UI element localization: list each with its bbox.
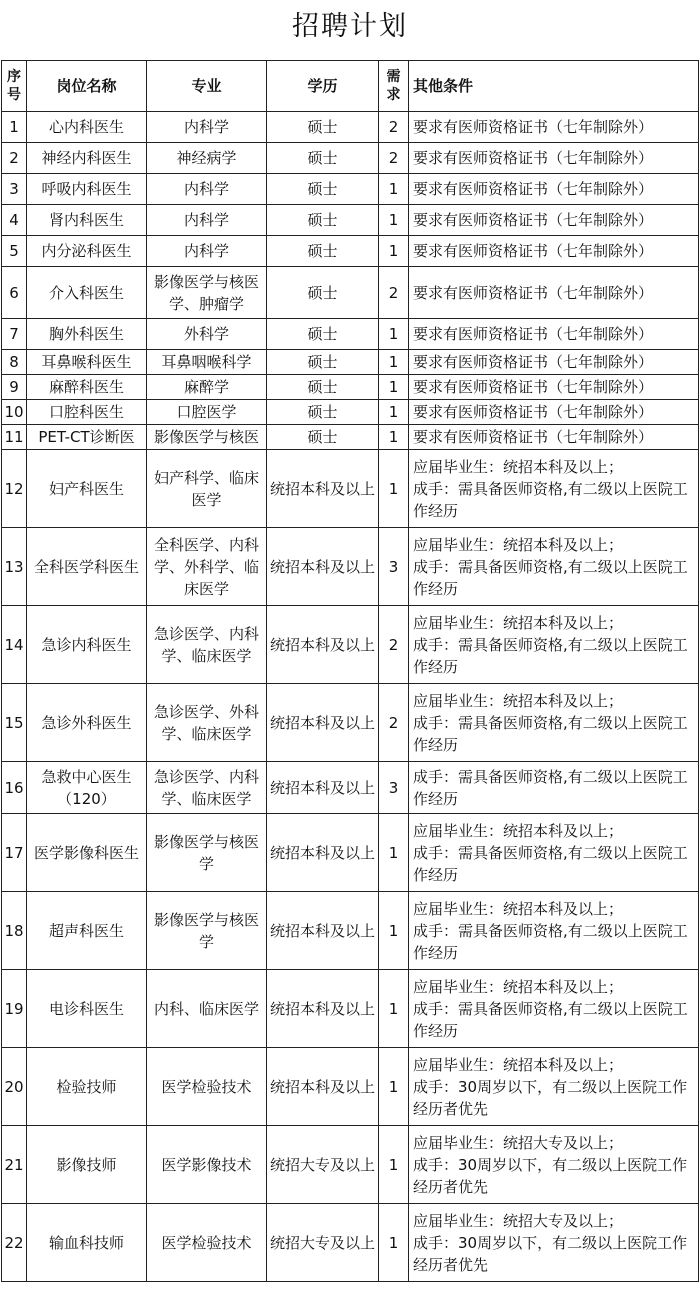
- cell-seq: 11: [2, 425, 27, 450]
- cell-education: 硕士: [267, 267, 379, 319]
- cell-seq: 8: [2, 350, 27, 375]
- cell-count: 1: [379, 174, 409, 205]
- cell-education: 统招本科及以上: [267, 1048, 379, 1126]
- cell-education: 硕士: [267, 400, 379, 425]
- cell-major: 影像医学与核医学: [147, 892, 267, 970]
- cell-education: 统招本科及以上: [267, 892, 379, 970]
- cell-major: 内科学: [147, 112, 267, 143]
- cell-count: 1: [379, 236, 409, 267]
- cell-count: 1: [379, 375, 409, 400]
- cell-other: 应届毕业生：统招本科及以上； 成手：需具备医师资格,有二级以上医院工作经历: [409, 606, 699, 684]
- cell-position: 电诊科医生: [27, 970, 147, 1048]
- cell-seq: 14: [2, 606, 27, 684]
- cell-other: 要求有医师资格证书（七年制除外）: [409, 112, 699, 143]
- cell-major: 急诊医学、内科学、临床医学: [147, 606, 267, 684]
- cell-major: 医学检验技术: [147, 1048, 267, 1126]
- table-header-row: [2, 61, 699, 112]
- cell-seq: 9: [2, 375, 27, 400]
- cell-education: 硕士: [267, 350, 379, 375]
- cell-count: 1: [379, 400, 409, 425]
- cell-major: 外科学: [147, 319, 267, 350]
- cell-seq: 18: [2, 892, 27, 970]
- cell-position: 全科医学科医生: [27, 528, 147, 606]
- cell-major: 急诊医学、外科学、临床医学: [147, 684, 267, 762]
- cell-other: 要求有医师资格证书（七年制除外）: [409, 319, 699, 350]
- cell-seq: 1: [2, 112, 27, 143]
- cell-major: 内科学: [147, 174, 267, 205]
- table-row: [2, 205, 699, 236]
- cell-education: 统招本科及以上: [267, 762, 379, 814]
- cell-seq: 5: [2, 236, 27, 267]
- cell-other: 要求有医师资格证书（七年制除外）: [409, 350, 699, 375]
- cell-major: 影像医学与核医学: [147, 814, 267, 892]
- recruitment-table: [1, 60, 699, 1282]
- cell-position: 口腔科医生: [27, 400, 147, 425]
- cell-count: 1: [379, 1126, 409, 1204]
- cell-other: 应届毕业生：统招大专及以上； 成手：30周岁以下，有二级以上医院工作经历者优先: [409, 1204, 699, 1282]
- cell-education: 硕士: [267, 425, 379, 450]
- cell-education: 统招本科及以上: [267, 606, 379, 684]
- table-row: [2, 606, 699, 684]
- cell-education: 硕士: [267, 375, 379, 400]
- cell-count: 1: [379, 350, 409, 375]
- cell-other: 要求有医师资格证书（七年制除外）: [409, 143, 699, 174]
- cell-position: 检验技师: [27, 1048, 147, 1126]
- cell-major: 口腔医学: [147, 400, 267, 425]
- cell-position: 超声科医生: [27, 892, 147, 970]
- cell-education: 硕士: [267, 236, 379, 267]
- cell-position: PET-CT诊断医: [27, 425, 147, 450]
- cell-major: 神经病学: [147, 143, 267, 174]
- table-row: [2, 814, 699, 892]
- cell-count: 1: [379, 319, 409, 350]
- cell-other: 应届毕业生：统招本科及以上； 成手：需具备医师资格,有二级以上医院工作经历: [409, 528, 699, 606]
- cell-major: 麻醉学: [147, 375, 267, 400]
- cell-seq: 6: [2, 267, 27, 319]
- cell-other: 应届毕业生：统招本科及以上； 成手：需具备医师资格,有二级以上医院工作经历: [409, 814, 699, 892]
- table-row: [2, 267, 699, 319]
- cell-major: 内科、临床医学: [147, 970, 267, 1048]
- cell-other: 要求有医师资格证书（七年制除外）: [409, 205, 699, 236]
- cell-position: 急诊外科医生: [27, 684, 147, 762]
- cell-major: 医学影像技术: [147, 1126, 267, 1204]
- cell-seq: 21: [2, 1126, 27, 1204]
- table-row: [2, 1048, 699, 1126]
- cell-other: 应届毕业生：统招本科及以上； 成手：需具备医师资格,有二级以上医院工作经历: [409, 450, 699, 528]
- table-row: [2, 143, 699, 174]
- cell-count: 2: [379, 143, 409, 174]
- header-other: 其他条件: [409, 61, 699, 112]
- cell-seq: 13: [2, 528, 27, 606]
- cell-count: 1: [379, 425, 409, 450]
- cell-seq: 12: [2, 450, 27, 528]
- cell-other: 要求有医师资格证书（七年制除外）: [409, 375, 699, 400]
- cell-education: 统招本科及以上: [267, 450, 379, 528]
- cell-major: 急诊医学、内科学、临床医学: [147, 762, 267, 814]
- cell-count: 1: [379, 814, 409, 892]
- header-seq: 序号: [2, 61, 27, 112]
- cell-count: 2: [379, 267, 409, 319]
- cell-count: 2: [379, 684, 409, 762]
- cell-major: 影像医学与核医学、肿瘤学: [147, 267, 267, 319]
- cell-education: 硕士: [267, 112, 379, 143]
- header-count: 需求: [379, 61, 409, 112]
- cell-position: 急诊内科医生: [27, 606, 147, 684]
- cell-education: 硕士: [267, 319, 379, 350]
- cell-position: 影像技师: [27, 1126, 147, 1204]
- cell-other: 应届毕业生：统招大专及以上； 成手：30周岁以下，有二级以上医院工作经历者优先: [409, 1126, 699, 1204]
- table-row: [2, 425, 699, 450]
- cell-count: 2: [379, 112, 409, 143]
- cell-major: 内科学: [147, 236, 267, 267]
- header-education: 学历: [267, 61, 379, 112]
- cell-other: 要求有医师资格证书（七年制除外）: [409, 267, 699, 319]
- cell-seq: 2: [2, 143, 27, 174]
- table-row: [2, 450, 699, 528]
- cell-major: 医学检验技术: [147, 1204, 267, 1282]
- cell-education: 硕士: [267, 205, 379, 236]
- cell-other: 要求有医师资格证书（七年制除外）: [409, 400, 699, 425]
- cell-other: 应届毕业生：统招本科及以上； 成手：需具备医师资格,有二级以上医院工作经历: [409, 970, 699, 1048]
- cell-position: 急救中心医生（120）: [27, 762, 147, 814]
- cell-position: 医学影像科医生: [27, 814, 147, 892]
- table-row: [2, 970, 699, 1048]
- cell-seq: 22: [2, 1204, 27, 1282]
- table-row: [2, 400, 699, 425]
- cell-count: 2: [379, 606, 409, 684]
- cell-count: 1: [379, 450, 409, 528]
- cell-seq: 17: [2, 814, 27, 892]
- cell-position: 麻醉科医生: [27, 375, 147, 400]
- cell-education: 硕士: [267, 174, 379, 205]
- cell-count: 1: [379, 1048, 409, 1126]
- cell-position: 耳鼻喉科医生: [27, 350, 147, 375]
- cell-education: 统招本科及以上: [267, 528, 379, 606]
- cell-major: 内科学: [147, 205, 267, 236]
- cell-education: 统招本科及以上: [267, 970, 379, 1048]
- cell-major: 影像医学与核医: [147, 425, 267, 450]
- cell-education: 统招本科及以上: [267, 684, 379, 762]
- table-row: [2, 319, 699, 350]
- cell-position: 妇产科医生: [27, 450, 147, 528]
- table-row: [2, 112, 699, 143]
- header-major: 专业: [147, 61, 267, 112]
- cell-position: 神经内科医生: [27, 143, 147, 174]
- cell-other: 要求有医师资格证书（七年制除外）: [409, 174, 699, 205]
- table-row: [2, 236, 699, 267]
- cell-seq: 7: [2, 319, 27, 350]
- cell-position: 呼吸内科医生: [27, 174, 147, 205]
- table-row: [2, 684, 699, 762]
- cell-position: 输血科技师: [27, 1204, 147, 1282]
- table-row: [2, 1204, 699, 1282]
- cell-count: 1: [379, 892, 409, 970]
- cell-count: 1: [379, 970, 409, 1048]
- cell-count: 3: [379, 762, 409, 814]
- cell-position: 介入科医生: [27, 267, 147, 319]
- cell-other: 要求有医师资格证书（七年制除外）: [409, 425, 699, 450]
- cell-seq: 3: [2, 174, 27, 205]
- cell-position: 肾内科医生: [27, 205, 147, 236]
- table-row: [2, 1126, 699, 1204]
- cell-seq: 16: [2, 762, 27, 814]
- cell-count: 1: [379, 1204, 409, 1282]
- cell-education: 统招大专及以上: [267, 1126, 379, 1204]
- cell-count: 1: [379, 205, 409, 236]
- table-row: [2, 375, 699, 400]
- table-row: [2, 174, 699, 205]
- cell-position: 内分泌科医生: [27, 236, 147, 267]
- cell-major: 妇产科学、临床医学: [147, 450, 267, 528]
- table-row: [2, 892, 699, 970]
- header-position: 岗位名称: [27, 61, 147, 112]
- table-row: [2, 528, 699, 606]
- cell-position: 胸外科医生: [27, 319, 147, 350]
- cell-other: 应届毕业生：统招本科及以上； 成手：30周岁以下，有二级以上医院工作经历者优先: [409, 1048, 699, 1126]
- cell-seq: 19: [2, 970, 27, 1048]
- cell-education: 硕士: [267, 143, 379, 174]
- cell-seq: 4: [2, 205, 27, 236]
- cell-seq: 15: [2, 684, 27, 762]
- cell-position: 心内科医生: [27, 112, 147, 143]
- cell-seq: 10: [2, 400, 27, 425]
- cell-count: 3: [379, 528, 409, 606]
- cell-other: 应届毕业生：统招本科及以上； 成手：需具备医师资格,有二级以上医院工作经历: [409, 684, 699, 762]
- cell-major: 耳鼻咽喉科学: [147, 350, 267, 375]
- cell-other: 应届毕业生：统招本科及以上； 成手：需具备医师资格,有二级以上医院工作经历: [409, 892, 699, 970]
- cell-seq: 20: [2, 1048, 27, 1126]
- cell-major: 全科医学、内科学、外科学、临床医学: [147, 528, 267, 606]
- cell-education: 统招本科及以上: [267, 814, 379, 892]
- page-title: 招聘计划: [292, 11, 408, 42]
- table-row: [2, 350, 699, 375]
- cell-other: 要求有医师资格证书（七年制除外）: [409, 236, 699, 267]
- cell-education: 统招大专及以上: [267, 1204, 379, 1282]
- table-row: [2, 762, 699, 814]
- cell-other: 成手：需具备医师资格,有二级以上医院工作经历: [409, 762, 699, 814]
